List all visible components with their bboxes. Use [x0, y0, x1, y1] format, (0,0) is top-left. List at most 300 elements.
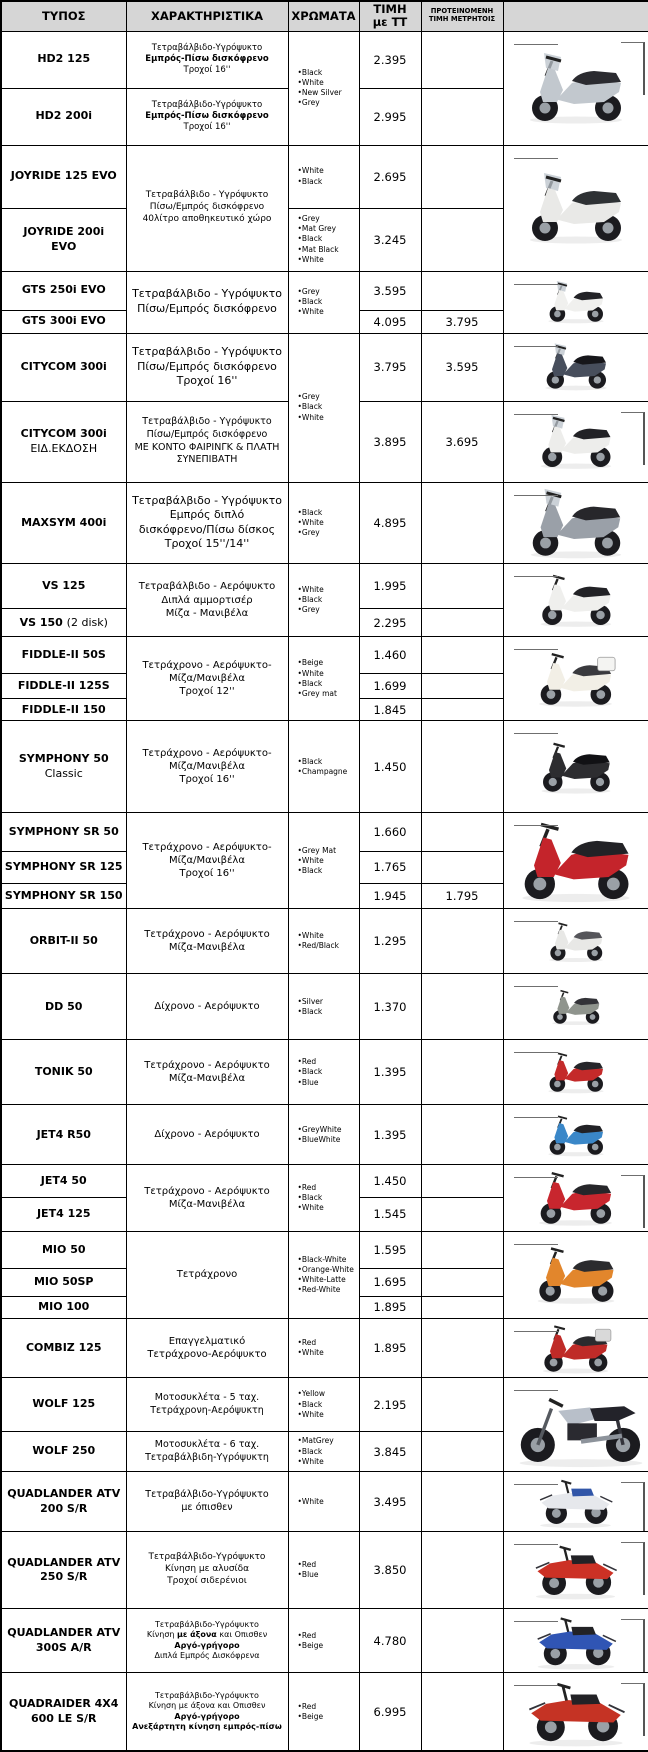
type-cell: [1, 271, 126, 310]
text-segment: Δίχρονο - Αερόψυκτο: [154, 1001, 259, 1012]
suggested-price-cell: [421, 1532, 503, 1609]
photo-crop-bracket: [621, 42, 645, 95]
color-option: •Red: [298, 1560, 357, 1570]
table-row: [1, 637, 648, 674]
text-segment: SYMPHONY SR 125: [5, 860, 123, 873]
price-cell: 4.095: [359, 310, 421, 333]
photo-crop-mark: [514, 346, 558, 347]
text-segment: Επαγγελματικό: [169, 1336, 245, 1347]
text-segment: Μίζα/Μανιβέλα: [169, 673, 245, 684]
color-option: •White: [298, 1203, 357, 1213]
color-option: •Black: [298, 1067, 357, 1077]
price-cell: 4.780: [359, 1609, 421, 1673]
type-cell: [1, 1197, 126, 1231]
text-segment: FIDDLE-II 50S: [22, 648, 106, 661]
text-segment: Κίνηση: [147, 1630, 177, 1639]
color-option: •Champagne: [298, 767, 357, 777]
photo-crop-bracket: [621, 412, 645, 465]
text-segment: Τετραβάλβιδο-Υγρόψυκτο: [149, 1552, 266, 1562]
color-option: •Yellow: [298, 1389, 357, 1399]
colors-cell: [288, 1318, 359, 1378]
type-cell: [1, 31, 126, 88]
text-segment: SYMPHONY SR 50: [9, 825, 119, 838]
text-segment: 250 S/R: [40, 1570, 87, 1583]
color-option: •BlueWhite: [298, 1135, 357, 1145]
price-cell: 2.995: [359, 88, 421, 145]
color-option: •Black: [298, 177, 357, 187]
colors-cell: [288, 271, 359, 333]
color-option: •Mat Black: [298, 245, 357, 255]
vehicle-image: [526, 1241, 626, 1308]
photo-crop-mark: [514, 825, 558, 826]
photo-crop-mark: [514, 1244, 558, 1245]
type-cell: [1, 909, 126, 974]
price-cell: 1.845: [359, 699, 421, 721]
text-segment: Τετραβάλβιδο - Υγρόψυκτο: [132, 287, 282, 300]
vehicle-image: [540, 278, 612, 326]
characteristics-cell: [126, 974, 288, 1040]
table-row: [1, 1378, 648, 1431]
text-segment: Τετραβάλβιδο - Υγρόψυκτο: [146, 190, 269, 200]
color-option: •Black: [298, 508, 357, 518]
suggested-price-cell: 3.695: [421, 401, 503, 482]
text-segment: Τετράχρονο - Αερόψυκτο-: [142, 660, 271, 671]
photo-crop-mark: [514, 1621, 558, 1622]
color-option: •Red/Black: [298, 941, 357, 951]
characteristics-cell: [126, 145, 288, 271]
photo-crop-mark: [514, 1390, 558, 1391]
vehicle-image: [530, 1610, 622, 1671]
type-cell: [1, 333, 126, 401]
vehicle-image: [531, 737, 621, 797]
price-cell: 3.895: [359, 401, 421, 482]
type-cell: [1, 1165, 126, 1197]
text-segment: Μίζα/Μανιβέλα: [169, 761, 245, 772]
table-row: [1, 1472, 648, 1532]
suggested-price-cell: [421, 88, 503, 145]
table-row: [1, 271, 648, 310]
price-cell: 1.895: [359, 1318, 421, 1378]
text-segment: JOYRIDE 125 EVO: [11, 169, 117, 182]
text-segment: Τροχοί 16'': [179, 774, 234, 785]
characteristics-cell: [126, 1318, 288, 1378]
color-option: •Red: [298, 1702, 357, 1712]
text-segment: Μίζα-Μανιβέλα: [169, 1199, 245, 1210]
color-option: •White: [298, 78, 357, 88]
text-segment: Τετράχρονο - Αερόψυκτο: [144, 1060, 270, 1071]
text-segment: Τετράχρονο - Αερόψυκτο-: [142, 748, 271, 759]
price-cell: 1.660: [359, 813, 421, 852]
photo-crop-mark: [514, 1177, 558, 1178]
text-segment: με άξονα: [177, 1630, 217, 1639]
text-segment: Μίζα/Μανιβέλα: [169, 855, 245, 866]
characteristics-cell: [126, 333, 288, 401]
color-option: •White: [298, 307, 357, 317]
price-cell: 2.295: [359, 609, 421, 637]
suggested-price-cell: [421, 1472, 503, 1532]
color-option: •Black: [298, 1007, 357, 1017]
vehicle-image-cell: [503, 1472, 648, 1532]
photo-crop-mark: [514, 733, 558, 734]
type-cell: [1, 884, 126, 909]
text-segment: Διπλά Εμπρός Δισκόφρενα: [155, 1651, 260, 1660]
colors-cell: [288, 1532, 359, 1609]
suggested-price-cell: [421, 721, 503, 813]
color-option: •Black: [298, 297, 357, 307]
text-segment: WOLF 250: [32, 1444, 95, 1457]
table-row: [1, 909, 648, 974]
photo-crop-bracket: [621, 1542, 645, 1595]
suggested-price-cell: [421, 974, 503, 1040]
suggested-price-cell: 3.795: [421, 310, 503, 333]
vehicle-image-cell: [503, 401, 648, 482]
text-segment: HD2 125: [37, 52, 90, 65]
color-option: •Beige: [298, 1641, 357, 1651]
table-row: [1, 1105, 648, 1165]
text-segment: Αργό-γρήγορο: [174, 1641, 239, 1650]
color-option: •Black: [298, 679, 357, 689]
colors-cell: [288, 1378, 359, 1431]
text-segment: JET4 125: [37, 1207, 91, 1220]
header-colors: ΧΡΩΜΑΤΑ: [288, 1, 359, 31]
text-segment: QUADLANDER ATV: [7, 1487, 120, 1500]
photo-crop-mark: [514, 495, 558, 496]
text-segment: (2 disk): [67, 616, 108, 629]
color-option: •Grey: [298, 528, 357, 538]
vehicle-image-cell: [503, 1231, 648, 1318]
price-cell: 3.850: [359, 1532, 421, 1609]
vehicle-image: [506, 1379, 648, 1470]
text-segment: FIDDLE-II 150: [22, 703, 106, 716]
color-option: •Grey: [298, 287, 357, 297]
text-segment: 600 LE S/R: [31, 1712, 97, 1725]
text-segment: Ανεξάρτητη κίνηση εμπρός-πίσω: [132, 1722, 282, 1731]
characteristics-cell: [126, 482, 288, 564]
suggested-price-cell: [421, 699, 503, 721]
color-option: •Black: [298, 402, 357, 412]
text-segment: QUADLANDER ATV: [7, 1556, 120, 1569]
text-segment: Τετραβάλβιδο-Υγρόψυκτο: [152, 43, 262, 53]
text-segment: MIO 50SP: [34, 1275, 94, 1288]
color-option: •Mat Grey: [298, 224, 357, 234]
suggested-price-cell: [421, 1609, 503, 1673]
suggested-price-cell: [421, 851, 503, 883]
table-row: [1, 145, 648, 208]
type-cell: [1, 1231, 126, 1268]
vehicle-image-cell: [503, 333, 648, 401]
table-row: [1, 31, 648, 88]
text-segment: Classic: [45, 767, 83, 780]
type-cell: [1, 145, 126, 208]
photo-crop-mark: [514, 1544, 558, 1545]
suggested-price-cell: [421, 1296, 503, 1318]
color-option: •Grey: [298, 605, 357, 615]
table-row: [1, 482, 648, 564]
vehicle-image-cell: [503, 1378, 648, 1472]
table-row: [1, 1609, 648, 1673]
photo-crop-mark: [514, 649, 558, 650]
price-cell: 1.370: [359, 974, 421, 1040]
header-characteristics: ΧΑΡΑΚΤΗΡΙΣΤΙΚΑ: [126, 1, 288, 31]
header-type: ΤΥΠΟΣ: [1, 1, 126, 31]
text-segment: COMBIZ 125: [26, 1341, 102, 1354]
suggested-price-cell: [421, 31, 503, 88]
photo-crop-mark: [514, 158, 558, 159]
color-option: •MatGrey: [298, 1436, 357, 1446]
vehicle-image-cell: [503, 721, 648, 813]
price-cell: 1.545: [359, 1197, 421, 1231]
text-segment: QUADRAIDER 4X4: [9, 1697, 118, 1710]
suggested-price-cell: [421, 674, 503, 699]
price-cell: 1.395: [359, 1105, 421, 1165]
vehicle-image-cell: [503, 1673, 648, 1751]
color-option: •White: [298, 856, 357, 866]
vehicle-image: [530, 411, 622, 472]
text-segment: 200 S/R: [40, 1502, 87, 1515]
type-cell: [1, 1532, 126, 1609]
price-cell: 3.845: [359, 1431, 421, 1472]
price-cell: 3.495: [359, 1472, 421, 1532]
photo-crop-mark: [514, 986, 558, 987]
text-segment: VS 150: [20, 616, 67, 629]
text-segment: MIO 100: [38, 1300, 89, 1313]
photo-crop-mark: [514, 414, 558, 415]
characteristics-cell: [126, 1165, 288, 1231]
color-option: •Black: [298, 234, 357, 244]
vehicle-image: [516, 48, 636, 128]
colors-cell: [288, 909, 359, 974]
text-segment: Διπλά αμμορτισέρ: [161, 595, 252, 606]
color-option: •White: [298, 166, 357, 176]
color-option: •Grey Mat: [298, 846, 357, 856]
header-price-line1: ΤΙΜΗ: [362, 3, 419, 16]
type-cell: [1, 401, 126, 482]
type-cell: [1, 310, 126, 333]
characteristics-cell: [126, 31, 288, 88]
color-option: •Red: [298, 1183, 357, 1193]
color-option: •Black-White: [298, 1255, 357, 1265]
color-option: •Black: [298, 1193, 357, 1203]
type-cell: [1, 1673, 126, 1751]
text-segment: Μίζα-Μανιβέλα: [169, 1073, 245, 1084]
table-row: [1, 1231, 648, 1268]
vehicle-image-cell: [503, 1165, 648, 1231]
text-segment: Τετραβάλβιδη-Υγρόψυκτη: [145, 1452, 269, 1463]
text-segment: SYMPHONY 50: [19, 752, 109, 765]
vehicle-image-cell: [503, 1040, 648, 1105]
characteristics-cell: [126, 564, 288, 637]
color-option: •Black: [298, 757, 357, 767]
price-cell: 4.895: [359, 482, 421, 564]
text-segment: EVO: [51, 240, 76, 253]
text-segment: CITYCOM 300i: [21, 360, 107, 373]
text-segment: και Οπισθεν: [217, 1630, 267, 1639]
photo-crop-mark: [514, 1484, 558, 1485]
text-segment: Κίνηση με άξονα και Οπισθεν: [149, 1701, 266, 1710]
type-cell: [1, 851, 126, 883]
vehicle-image-cell: [503, 1532, 648, 1609]
text-segment: Τροχοί 16'': [184, 65, 231, 75]
photo-crop-bracket: [621, 1619, 645, 1672]
color-option: •White: [298, 1348, 357, 1358]
type-cell: [1, 88, 126, 145]
price-cell: 2.395: [359, 31, 421, 88]
characteristics-cell: [126, 1231, 288, 1318]
text-segment: Τετραβάλβιδο-Υγρόψυκτο: [152, 100, 262, 110]
color-option: •Orange-White: [298, 1265, 357, 1275]
characteristics-cell: [126, 1609, 288, 1673]
text-segment: Τετραβάλβιδο - Υγρόψυκτο: [132, 494, 282, 507]
type-cell: [1, 482, 126, 564]
color-option: •Grey: [298, 98, 357, 108]
characteristics-cell: [126, 1472, 288, 1532]
text-segment: Τετραβάλβιδο-Υγρόψυκτο: [145, 1489, 268, 1500]
text-segment: Μίζα - Μανιβέλα: [166, 608, 249, 619]
type-cell: [1, 208, 126, 271]
text-segment: Τετραβάλβιδο-Υγρόψυκτο: [155, 1620, 259, 1629]
text-segment: με όπισθεν: [181, 1502, 232, 1513]
colors-cell: [288, 1231, 359, 1318]
color-option: •White: [298, 931, 357, 941]
color-option: •White: [298, 1497, 357, 1507]
table-row: [1, 721, 648, 813]
characteristics-cell: [126, 721, 288, 813]
suggested-price-cell: [421, 1165, 503, 1197]
photo-crop-bracket: [621, 1683, 645, 1736]
text-segment: SYMPHONY SR 150: [5, 889, 123, 902]
header-suggested-line1: ΠΡΟΤΕΙΝΟΜΕΝΗ: [424, 8, 501, 16]
table-row: [1, 1532, 648, 1609]
text-segment: Μοτοσυκλέτα - 5 ταχ.: [155, 1392, 259, 1403]
type-cell: [1, 1268, 126, 1296]
vehicle-image-cell: [503, 564, 648, 637]
characteristics-cell: [126, 88, 288, 145]
colors-cell: [288, 482, 359, 564]
price-cell: 1.695: [359, 1268, 421, 1296]
colors-cell: [288, 813, 359, 909]
text-segment: FIDDLE-II 125S: [18, 679, 110, 692]
suggested-price-cell: [421, 1231, 503, 1268]
colors-cell: [288, 564, 359, 637]
photo-crop-bracket: [621, 1482, 645, 1531]
vehicle-image: [506, 814, 646, 907]
price-cell: 1.460: [359, 637, 421, 674]
text-segment: JOYRIDE 200i: [23, 225, 104, 238]
suggested-price-cell: [421, 1431, 503, 1472]
vehicle-image: [536, 340, 616, 393]
text-segment: DD 50: [45, 1000, 82, 1013]
price-cell: 1.945: [359, 884, 421, 909]
suggested-price-cell: [421, 813, 503, 852]
vehicle-image-cell: [503, 813, 648, 909]
color-option: •Black: [298, 595, 357, 605]
suggested-price-cell: [421, 208, 503, 271]
text-segment: Πίσω/Εμπρός δισκόφρενο: [137, 360, 277, 373]
characteristics-cell: [126, 1105, 288, 1165]
color-option: •Red: [298, 1338, 357, 1348]
text-segment: Πίσω/Εμπρός δισκόφρενο: [147, 429, 268, 440]
text-segment: Τετράχρονο-Αερόψυκτο: [147, 1349, 266, 1360]
colors-cell: [288, 1040, 359, 1105]
colors-cell: [288, 1105, 359, 1165]
text-segment: Εμπρός-Πίσω δισκόφρενο: [145, 54, 268, 64]
text-segment: ΕΙΔ.ΕΚΔΟΣΗ: [30, 442, 97, 455]
vehicle-image-cell: [503, 974, 648, 1040]
text-segment: Εμπρός-Πίσω δισκόφρενο: [145, 111, 268, 121]
text-segment: CITYCOM 300i: [21, 427, 107, 440]
text-segment: JET4 R50: [37, 1128, 91, 1141]
color-option: •Red-White: [298, 1285, 357, 1295]
color-option: •Grey: [298, 214, 357, 224]
color-option: •GreyWhite: [298, 1125, 357, 1135]
characteristics-cell: [126, 1378, 288, 1431]
table-row: [1, 813, 648, 852]
vehicle-image: [540, 1048, 612, 1096]
vehicle-image: [528, 1166, 623, 1229]
suggested-price-cell: [421, 1197, 503, 1231]
type-cell: [1, 813, 126, 852]
suggested-price-cell: [421, 609, 503, 637]
text-segment: δισκόφρενο/Πίσω δίσκος: [139, 523, 275, 536]
suggested-price-cell: [421, 1040, 503, 1105]
table-row: [1, 333, 648, 401]
type-cell: [1, 1431, 126, 1472]
photo-crop-bracket: [621, 1175, 645, 1228]
color-option: •Beige: [298, 1712, 357, 1722]
text-segment: Μίζα-Μανιβέλα: [169, 942, 245, 953]
color-option: •Grey: [298, 392, 357, 402]
type-cell: [1, 1040, 126, 1105]
type-cell: [1, 1472, 126, 1532]
table-row: [1, 1673, 648, 1751]
price-cell: 1.395: [359, 1040, 421, 1105]
colors-cell: [288, 721, 359, 813]
photo-crop-mark: [514, 1052, 558, 1053]
text-segment: Τροχοί σιδερένιοι: [167, 1576, 247, 1586]
photo-crop-mark: [514, 1685, 558, 1686]
characteristics-cell: [126, 637, 288, 721]
type-cell: [1, 1105, 126, 1165]
text-segment: TONIK 50: [35, 1065, 93, 1078]
vehicle-image: [533, 1320, 618, 1377]
characteristics-cell: [126, 401, 288, 482]
price-cell: 1.450: [359, 721, 421, 813]
header-image-column: [503, 1, 648, 31]
type-cell: [1, 564, 126, 609]
price-cell: 1.595: [359, 1231, 421, 1268]
type-cell: [1, 1378, 126, 1431]
table-body: [1, 31, 648, 1751]
vehicle-image-cell: [503, 1318, 648, 1378]
price-cell: 1.895: [359, 1296, 421, 1318]
colors-cell: [288, 145, 359, 208]
text-segment: MAXSYM 400i: [21, 516, 106, 529]
vehicle-image-cell: [503, 637, 648, 721]
characteristics-cell: [126, 1673, 288, 1751]
colors-cell: [288, 1472, 359, 1532]
characteristics-cell: [126, 1040, 288, 1105]
characteristics-cell: [126, 909, 288, 974]
price-cell: 1.995: [359, 564, 421, 609]
type-cell: [1, 1609, 126, 1673]
table-row: [1, 1165, 648, 1197]
photo-crop-mark: [514, 44, 558, 45]
text-segment: VS 125: [42, 579, 85, 592]
colors-cell: [288, 208, 359, 271]
suggested-price-cell: [421, 1318, 503, 1378]
type-cell: [1, 1296, 126, 1318]
text-segment: Τροχοί 16'': [179, 868, 234, 879]
